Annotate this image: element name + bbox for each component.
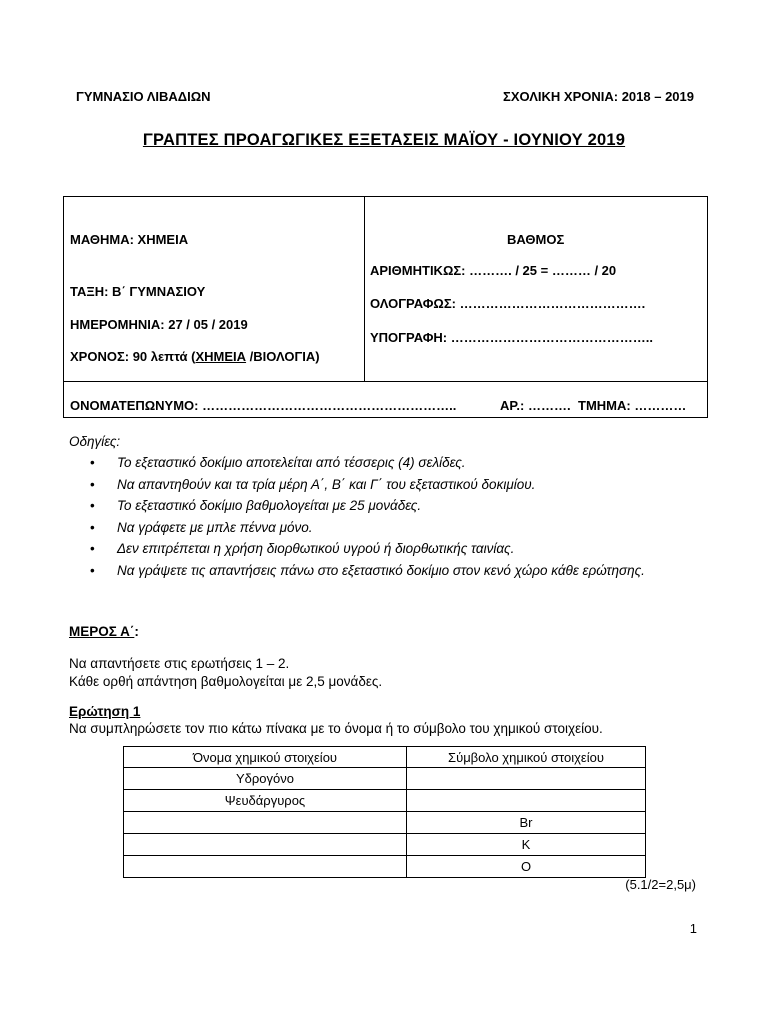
table-row xyxy=(124,812,646,834)
grade-numeric-field: ΑΡΙΘΜΗΤΙΚΩΣ: ………. / 25 = ……… / 20 xyxy=(370,263,617,278)
duration-prefix: ΧΡΟΝΟΣ: 90 λεπτά ( xyxy=(70,349,196,364)
bullet: • xyxy=(90,562,95,578)
bullet: • xyxy=(90,541,95,556)
header-element-symbol: Σύμβολο χημικού στοιχείου xyxy=(407,747,646,768)
instructions-title: Οδηγίες: xyxy=(69,434,121,449)
bullet: • xyxy=(90,476,95,492)
grade-heading: ΒΑΘΜΟΣ xyxy=(507,232,565,247)
grade-words-field: ΟΛΟΓΡΑΦΩΣ: ……………………………………. xyxy=(370,296,646,311)
part-a-heading xyxy=(69,624,139,639)
element-name-cell[interactable] xyxy=(124,834,407,856)
class-label: ΤΑΞΗ: Β΄ ΓΥΜΝΑΣΙΟΥ xyxy=(70,284,206,299)
element-table xyxy=(123,746,646,878)
element-name-cell[interactable] xyxy=(124,856,407,878)
student-number-field: ΑΡ.: ………. xyxy=(500,398,571,413)
element-symbol-cell[interactable]: Br xyxy=(407,812,646,834)
school-name: ΓΥΜΝΑΣΙΟ ΛΙΒΑΔΙΩΝ xyxy=(76,89,211,104)
question-1-text: Να συμπληρώσετε τον πιο κάτω πίνακα με το όνομα ή το σύμβολο του χημικού στοιχείου. xyxy=(69,721,603,736)
part-a-instruction: Να απαντήσετε στις ερωτήσεις 1 – 2. xyxy=(69,656,290,671)
list-item: • Το εξεταστικό δοκίμιο αποτελείται από τέσσερις (4) σελίδες. xyxy=(90,452,645,474)
header-element-name: Όνομα χημικού στοιχείου xyxy=(124,747,407,768)
info-box-separator xyxy=(64,381,707,382)
table-row xyxy=(124,790,646,812)
element-symbol-cell[interactable]: O xyxy=(407,856,646,878)
list-item: • Δεν επιτρέπεται η χρήση διορθωτικού υγρού ή διορθωτικής ταινίας. xyxy=(90,538,645,560)
section-field: ΤΜΗΜΑ: ………… xyxy=(578,398,687,413)
date-label: ΗΜΕΡΟΜΗΝΙΑ: 27 / 05 / 2019 xyxy=(70,317,248,332)
duration-subject: ΧΗΜΕΙΑ xyxy=(195,349,247,364)
student-name-field: ΟΝΟΜΑΤΕΠΩΝΥΜΟ: ………………………………………………….. xyxy=(70,398,457,413)
list-item: • Το εξεταστικό δοκίμιο βαθμολογείται με 25 μονάδες. xyxy=(90,495,645,517)
table-row xyxy=(124,856,646,878)
signature-field: ΥΠΟΓΡΑΦΗ: ……………………………………….. xyxy=(370,330,653,345)
element-symbol-cell[interactable]: K xyxy=(407,834,646,856)
bullet: • xyxy=(90,519,95,535)
exam-info-box xyxy=(63,196,708,418)
table-row xyxy=(124,834,646,856)
element-name-cell[interactable]: Υδρογόνο xyxy=(124,768,407,790)
part-a-heading-colon: : xyxy=(134,624,139,639)
table-header-row xyxy=(124,747,646,768)
instructions-list xyxy=(90,452,645,581)
exam-title: ΓΡΑΠΤΕΣ ΠΡΟΑΓΩΓΙΚΕΣ ΕΞΕΤΑΣΕΙΣ ΜΑΪΟΥ - ΙΟΥΝΙΟΥ 2019 xyxy=(142,131,626,149)
page-number: 1 xyxy=(689,921,697,936)
bullet: • xyxy=(90,498,95,513)
part-a-heading-text: ΜΕΡΟΣ Α΄ xyxy=(69,624,135,639)
question-1-title: Ερώτηση 1 xyxy=(69,704,141,719)
list-item: • Να γράψετε τις απαντήσεις πάνω στο εξεταστικό δοκίμιο στον κενό χώρο κάθε ερώτησης. xyxy=(90,560,645,582)
element-name-cell[interactable]: Ψευδάργυρος xyxy=(124,790,407,812)
school-year: ΣΧΟΛΙΚΗ ΧΡΟΝΙΑ: 2018 – 2019 xyxy=(503,89,694,104)
element-symbol-cell[interactable] xyxy=(407,768,646,790)
duration-label xyxy=(70,349,320,364)
bullet: • xyxy=(90,455,95,470)
element-symbol-cell[interactable] xyxy=(407,790,646,812)
duration-suffix: /ΒΙΟΛΟΓΙΑ) xyxy=(246,349,320,364)
element-name-cell[interactable] xyxy=(124,812,407,834)
part-a-scoring: Κάθε ορθή απάντηση βαθμολογείται με 2,5 μονάδες. xyxy=(69,674,383,689)
list-item: • Να απαντηθούν και τα τρία μέρη Α΄, Β΄ και Γ΄ του εξεταστικού δοκιμίου. xyxy=(90,474,645,496)
list-item: • Να γράφετε με μπλε πέννα μόνο. xyxy=(90,517,645,539)
question-1-marks: (5.1/2=2,5μ) xyxy=(625,877,696,892)
subject-label: ΜΑΘΗΜΑ: ΧΗΜΕΙΑ xyxy=(70,232,189,247)
table-row xyxy=(124,768,646,790)
info-box-divider xyxy=(364,197,365,381)
